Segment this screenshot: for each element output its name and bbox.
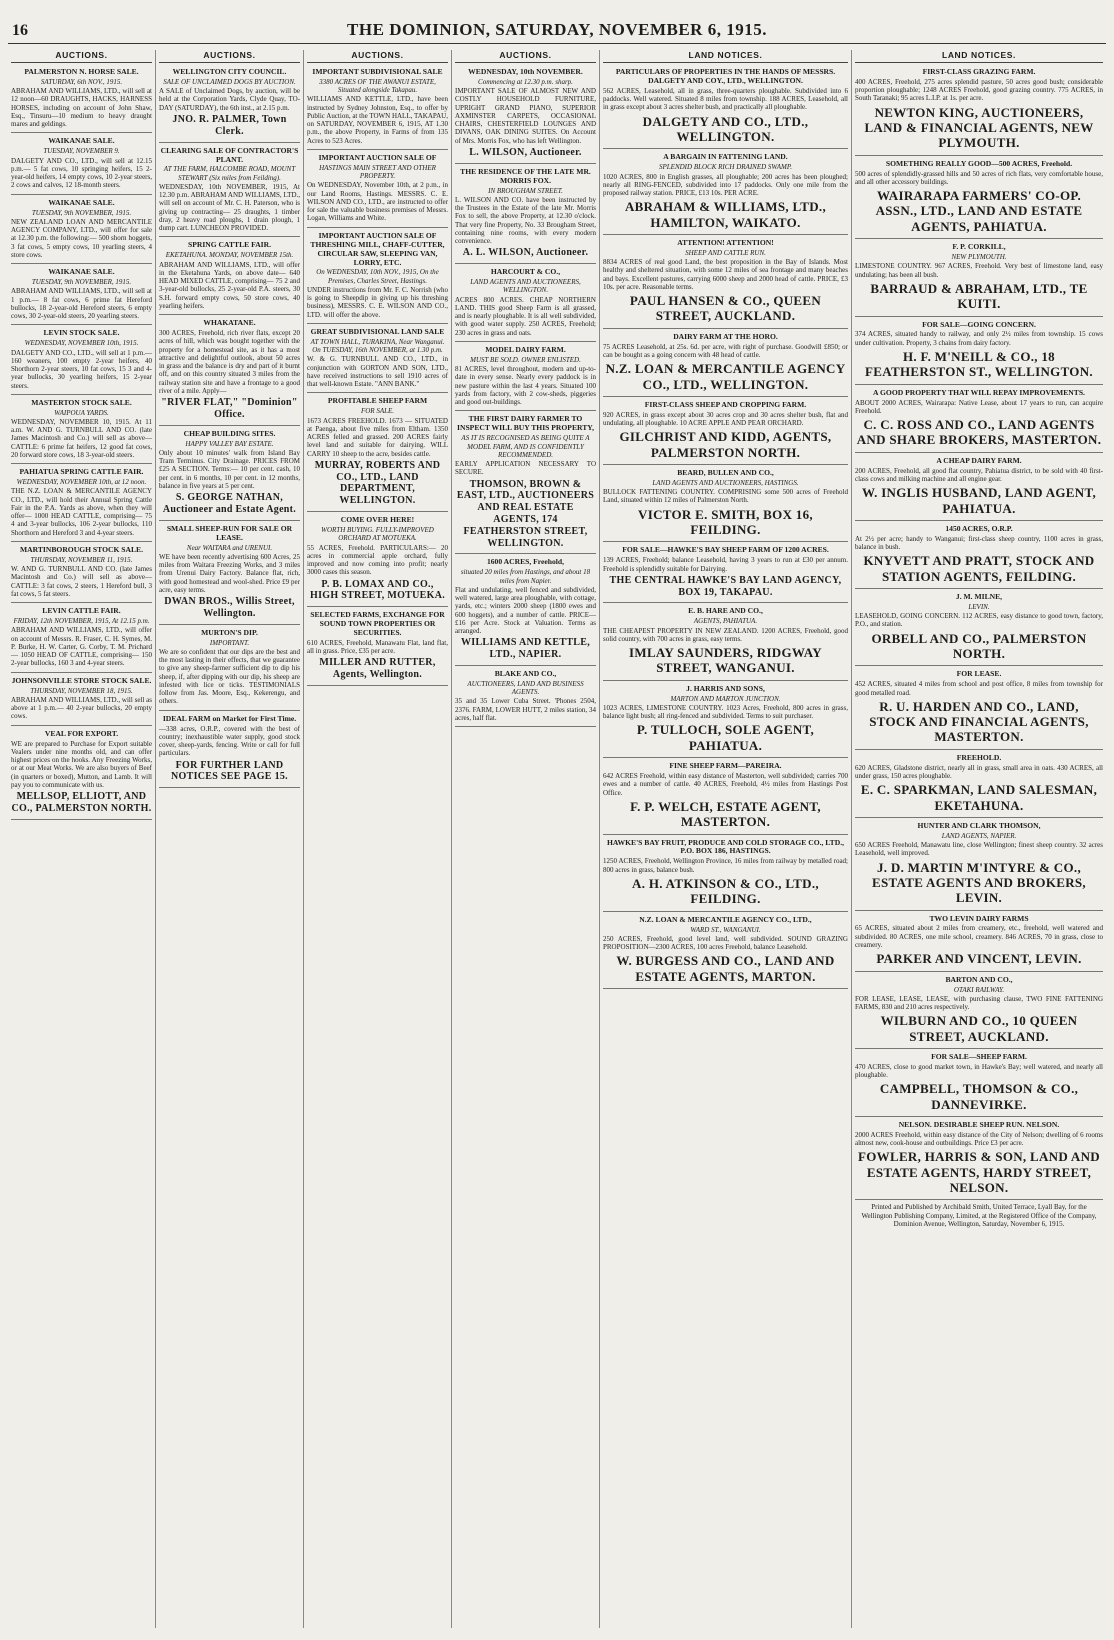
ad-title: WAIKANAE SALE. [48,197,115,207]
ad-firm-name: W. INGLIS HUSBAND, LAND AGENT, PAHIATUA. [861,485,1097,516]
advertisement [159,428,300,521]
advertisement [603,837,848,912]
ad-subtitle: HAPPY VALLEY BAY ESTATE. [185,439,274,448]
ad-firm-name: PAUL HANSEN & CO., QUEEN STREET, AUCKLAND. [629,293,822,324]
column-4 [452,50,600,1628]
ad-title: J. M. MILNE, [955,591,1003,601]
advertisement [455,556,596,666]
ad-body-text: ABRAHAM AND WILLIAMS, LTD., will sell at 12 noon—60 DRAUGHTS, HACKS, HARNESS HORSES, including on account of John Shaw, Esq., Tinsuru—10 medium to heavy draught mares and geldings. [11,87,152,129]
ad-firm-name: MILLER AND RUTTER, Agents, Wellington. [319,657,436,681]
ad-body-text: W. AND G. TURNBULL AND CO. (late James Macintosh and Co.) will sell as above— CATTLE: 3 fat cows, 2 steers, 1 Hereford bull, 3 fat cows, 5 fat steers. [11,565,152,598]
ad-subtitle: WAIPOUA YARDS. [54,408,109,417]
column-1 [8,50,156,1628]
ad-firm-name: NEWTON KING, AUCTIONEERS, LAND & FINANCIAL AGENTS, NEW PLYMOUTH. [864,104,1094,151]
ad-firm-name: F. P. WELCH, ESTATE AGENT, MASTERTON. [630,798,821,830]
advertisement [307,395,448,512]
ad-body-text: 920 ACRES, in grass except about 30 acres crop and 30 acres shelter bush, flat and undulating, all ploughable. 10 ACRE APPLE AND PEAR ORCHARD. [603,410,848,428]
ad-subtitle: FRIDAY, 12th NOVEMBER, 1915, At 12.15 p.m. [13,617,150,626]
ad-title: E. B. HARE AND CO., [688,606,763,616]
ad-body-text: ABRAHAM AND WILLIAMS, LTD., will offer on account of Messrs. R. Fraser, C. H. Symes, M. P. Burke, H. W. Carter, G. Corby, T. M. Prichard— 1050 HEAD OF CATTLE, comprising— 150 2-year bullocks, 160 3 and 4-year steers. [11,626,152,668]
ad-firm-name: MURRAY, ROBERTS AND CO., LTD., LAND DEPARTMENT, WELLINGTON. [314,459,441,507]
ad-subtitle: SATURDAY, 6th NOV., 1915. [40,77,123,86]
ad-title: A BARGAIN IN FATTENING LAND. [663,152,788,162]
ad-firm-name: JNO. R. PALMER, Town Clerk. [172,113,287,137]
advertisement [159,239,300,315]
ad-body-text: 55 ACRES, Freehold. PARTICULARS:— 20 acres in commercial apple orchard, fully improved and now coming into profit; nearly 3000 cases this season. [307,543,448,577]
ad-body-text: BULLOCK FATTENING COUNTRY. COMPRISING some 500 acres of Freehold Land, situated within 12 miles of Palmerston North. [603,488,848,505]
ad-firm-name: FOWLER, HARRIS & SON, LAND AND ESTATE AGENTS, HARDY STREET, NELSON. [858,1149,1100,1196]
ad-body-text: EARLY APPLICATION NECESSARY TO SECURE. [455,460,596,477]
ad-firm-name: WILLIAMS AND KETTLE, LTD., NAPIER. [460,637,591,661]
ad-body-text: 562 ACRES, Leasehold, all in grass, three-quarters ploughable. Subdivided into 6 paddocks. Well watered. Situated 8 miles from township. 188 ACRES, Leasehold, all in grass except about 3 acres shelter bush, and practically all ploughable. [603,86,848,112]
ad-firm-name: P. B. LOMAX AND CO., HIGH STREET, MOTUEKA. [309,578,446,602]
ad-title: SOMETHING REALLY GOOD—500 ACRES, Freehold. [885,158,1073,168]
ad-firm-name: WAIRARAPA FARMERS' CO-OP. ASSN., LTD., LAND AND ESTATE AGENTS, PAHIATUA. [875,188,1083,234]
ad-title: MARTINBOROUGH STOCK SALE. [19,544,143,554]
ad-firm-name: CAMPBELL, THOMSON & CO., DANNEVIRKE. [879,1081,1079,1112]
ad-title: FIRST-CLASS SHEEP AND CROPPING FARM. [644,399,807,409]
ad-subtitle: EKETAHUNA. MONDAY, NOVEMBER 15th. [165,251,294,260]
ad-firm-name: J. D. MARTIN M'INTYRE & CO., ESTATE AGENTS AND BROKERS, LEVIN. [872,859,1086,906]
advertisement [11,327,152,394]
ad-title: N.Z. LOAN & MERCANTILE AGENCY CO., LTD., [639,914,812,924]
ad-subtitle: MUST BE SOLD. OWNER ENLISTED. [470,355,581,364]
advertisement [307,152,448,228]
advertisement [455,413,596,554]
ad-subtitle: AUCTIONEERS, LAND AND BUSINESS AGENTS. [467,679,584,697]
ad-subtitle: situated 20 miles from Hastings, and about 18 miles from Napier. [460,568,591,585]
ad-title: IDEAL FARM on Market for First Time. [162,713,297,723]
ad-firm-name: FOR FURTHER LAND NOTICES SEE PAGE 15. [171,759,288,783]
advertisement [11,397,152,464]
ad-subtitle: SHEEP AND CATTLE RUN. [685,248,766,257]
ad-firm-name: N.Z. LOAN & MERCANTILE AGENCY CO., LTD., WELLINGTON. [605,361,846,392]
ad-title: PALMERSTON N. HORSE SALE. [24,67,139,77]
ad-body-text: 470 ACRES, close to good market town, in Hawke's Bay; well watered, and nearly all ploughable. [855,1062,1103,1080]
ad-title: SPRING CATTLE FAIR. [187,240,272,250]
ad-firm-name: L. WILSON, Auctioneer. [469,146,582,158]
ad-title: A CHEAP DAIRY FARM. [936,455,1022,465]
ad-title: PARTICULARS OF PROPERTIES IN THE HANDS OF MESSRS. DALGETY AND COY., LTD., WELLINGTON. [615,67,836,85]
column-heading: LAND NOTICES. [603,50,848,63]
advertisement [855,523,1103,589]
advertisement [307,230,448,324]
ad-firm-name: WILBURN AND CO., 10 QUEEN STREET, AUCKLAND. [880,1013,1078,1044]
column-heading: AUCTIONS. [11,50,152,63]
ad-firm-name: H. F. M'NEILL & CO., 18 FEATHERSTON ST., WELLINGTON. [865,348,1093,380]
ad-subtitle: MARTON AND MARTON JUNCTION. [670,694,781,703]
ad-firm-name: GILCHRIST AND KIDD, AGENTS, PALMERSTON NORTH. [619,429,832,460]
ad-title: FREEHOLD. [956,752,1002,762]
ad-body-text: 1023 ACRES, LIMESTONE COUNTRY. 1023 Acres, Freehold, 800 acres in grass, balance light bush; all ring-fenced and subdivided. Terms to suit purchaser. [603,703,848,721]
advertisement [159,627,300,711]
ad-body-text: WEDNESDAY, 10th NOVEMBER, 1915, At 12.30 p.m. ABRAHAM AND WILLIAMS, LTD., will sell on account of Mr. C. H. Paterson, who is giving up contracting— 25 draughts, 1 timber dray, 2 heavy road ploughs, 1 drain plough, 1 dump cart. LUNCHEON PROVIDED. [159,182,300,233]
advertisement [603,331,848,397]
advertisement [11,466,152,542]
ad-title: F. P. CORKILL, [952,242,1006,252]
ad-body-text: 374 ACRES, situated handy to railway, and only 2½ miles from township. 15 cows under cultivation. Property, 3 chains from dairy factory. [855,330,1103,347]
advertisement [855,319,1103,385]
ad-body-text: 650 ACRES Freehold, Manawatu line, close Wellington; finest sheep country. 32 acres Leasehold, well improved. [855,841,1103,858]
advertisement [855,591,1103,666]
ad-body-text: Only about 10 minutes' walk from Island Bay Tram Terminus. City Drainage. PRICES FROM £25 A SECTION. Terms:— 10 per cent. cash, 10 per cent. in 6 months, 10 per cent. in 12 months, balance in five years at 5 per cent. [159,448,300,490]
ad-body-text: DALGETY AND CO., LTD., will sell at 1 p.m.— 160 weaners, 100 empty 2-year heifers, 40 Shorthorn 2-year steers, 10 fat cows, 15 3 and 4-year bullocks, 30 yearling heifers, 15 2-year steers. [11,348,152,390]
ad-title: GREAT SUBDIVISIONAL LAND SALE [310,326,445,336]
ad-body-text: Flat and undulating, well fenced and subdivided, well watered, large area ploughable, with cottage, yards, etc.; winters 2000 sheep (1800 ewes and 600 hoggets), and a number of cattle. PRICE—£16 per Acre. Stock at Valuation. Terms as arranged. [455,585,596,636]
ad-firm-name: BARRAUD & ABRAHAM, LTD., TE KUITI. [870,280,1088,312]
ad-firm-name: DWAN BROS., Willis Street, Wellington. [164,596,295,619]
ad-title: PAHIATUA SPRING CATTLE FAIR. [19,467,144,477]
ad-title: BEARD, BULLEN AND CO., [677,468,774,478]
ad-body-text: ABRAHAM AND WILLIAMS, LTD., will sell as above at 1 p.m.— 40 2-year bullocks, 20 empty cows. [11,695,152,721]
advertisement [855,1119,1103,1200]
advertisement [455,668,596,727]
page-columns [8,50,1106,1628]
column-heading: LAND NOTICES. [855,50,1103,63]
ad-body-text: 620 ACRES, Gladstone district, nearly all in grass, small area in oats. 430 ACRES, all under grass, 150 acres ploughable. [855,763,1103,780]
ad-body-text: LEASEHOLD, GOING CONCERN. 112 ACRES, easy distance to good town, factory, P.O., and station. [855,612,1103,629]
ad-body-text: 2000 ACRES Freehold, within easy distance of the City of Nelson; dwelling of 6 rooms almost new, cook-house and outbuildings. Price £3 per acre. [855,1130,1103,1148]
ad-subtitle: WARD ST., WANGANUI. [690,925,761,934]
ad-title: 1450 ACRES, O.R.P. [945,523,1013,533]
advertisement [11,197,152,264]
column-5 [600,50,852,1628]
ad-title: NELSON. DESIRABLE SHEEP RUN. NELSON. [898,1120,1060,1130]
advertisement [855,752,1103,818]
ad-title: A GOOD PROPERTY THAT WILL REPAY IMPROVEMENTS. [873,387,1085,397]
ad-body-text: DALGETY AND CO., LTD., will sell at 12.15 p.m.— 5 fat cows, 10 springing heifers, 15 2-year-old heifers, 14 empty cows, 10 2-year steers, 2 cows and calves, 12 18-month steers. [11,156,152,190]
ad-subtitle: 3380 ACRES OF THE AWANUI ESTATE, Situated alongside Takapau. [319,77,436,95]
ad-title: DAIRY FARM AT THE HORO. [673,331,778,341]
ad-body-text: 500 acres of splendidly-grassed hills and 50 acres of rich flats, very comfortable house, and all other accessory buildings. [855,169,1103,186]
advertisement [855,387,1103,453]
ad-subtitle: TUESDAY, 9th NOVEMBER, 1915. [31,208,132,217]
page-number: 16 [12,22,28,39]
ad-firm-name: DALGETY AND CO., LTD., WELLINGTON. [642,113,809,144]
ad-title: FOR SALE—GOING CONCERN. [922,319,1036,329]
ad-subtitle: LAND AGENTS, NAPIER. [941,831,1017,840]
ad-title: WAIKANAE SALE. [48,136,115,146]
ad-firm-name: MELLSOP, ELLIOTT, AND CO., PALMERSTON NORTH. [11,791,152,814]
ad-title: HAWKE'S BAY FRUIT, PRODUCE AND COLD STORAGE CO., LTD., P.O. BOX 186, HASTINGS. [606,837,845,856]
ad-title: FOR LEASE. [956,669,1002,679]
advertisement [455,266,596,342]
ad-title: MURTON'S DIP. [201,627,258,637]
masthead [8,20,1106,44]
ad-title: MODEL DAIRY FARM. [485,344,566,354]
ad-subtitle: AT TOWN HALL, TURAKINA, Near Wanganui. On TUESDAY, 16th NOVEMBER, at 1.30 p.m. [310,337,445,355]
advertisement [603,467,848,542]
ad-subtitle: AGENTS, PAHIATUA. [693,617,758,626]
advertisement [855,66,1103,156]
ad-body-text: WILLIAMS AND KETTLE, LTD., have been instructed by Sydney Johnston, Esq., to offer by Public Auction, at the TOWN HALL, TAKAPAU, on SATURDAY, NOVEMBER 6, 1915, AT 1.30 p.m., the above Property, in Farms of from 135 Acres to 523 Acres. [307,95,448,145]
ad-firm-name: A. H. ATKINSON & CO., LTD., FEILDING. [632,875,819,907]
ad-body-text: ABRAHAM AND WILLIAMS, LTD., will offer in the Eketahuna Yards, on above date— 640 HEAD MIXED CATTLE, comprising— 75 2 and 3-year-old bullocks, 25 2-year-old P.A. steers, 30 S.H. forward empty cows, 50 store cows, 40 yearling heifers. [159,260,300,310]
ad-subtitle: Near WAITARA and URENUI. [186,543,273,552]
ad-body-text: 65 ACRES, situated about 2 miles from creamery, etc., freehold, well watered and subdivided. 80 ACRES, one mile school, creamery. 846 ACRES, 70 in grass, close to creamery. [855,924,1103,949]
ad-body-text: LIMESTONE COUNTRY. 967 ACRES, Freehold. Very best of limestone land, easy undulating; has been all bush. [855,262,1103,279]
ad-title: MASTERTON STOCK SALE. [31,397,132,407]
ad-firm-name: ORBELL AND CO., PALMERSTON NORTH. [871,630,1087,661]
ad-title: FINE SHEEP FARM—PAREIRA. [669,761,782,771]
ad-body-text: UNDER instructions from Mr. F. C. Norrish (who is going to Sheepdip in giving up his threshing business), MESSRS. C. E. WILSON AND CO., LTD. will offer the above. [307,285,448,319]
ad-body-text: IMPORTANT SALE OF ALMOST NEW AND COSTLY HOUSEHOLD FURNITURE, UPRIGHT GRAND PIANO, SUPERIOR AXMINSTER CARPETS, OCCASIONAL CHAIRS, CHESTERFIELD LOUNGES AND DIVANS, OAK DINING SUITES. On Account of Mrs. Morris Fox, who has left Wellington. [455,87,596,145]
ad-body-text: W. & G. TURNBULL AND CO., LTD., in conjunction with GORTON AND SON, LTD., have received instructions to sell 1910 acres of that well-known Estate. "ANN BANK." [307,355,448,389]
advertisement [11,605,152,672]
advertisement [307,326,448,393]
ad-title: VEAL FOR EXPORT. [44,728,119,738]
printer-imprint: Printed and Published by Archibald Smith, United Terrace, Lyall Bay, for the Wellington Publishing Company, Limited, at the Registered Office of the Company, Dominion Avenue, Wellington, Saturday, November 6, 1915. [861,1203,1097,1228]
ad-subtitle: NEW PLYMOUTH. [951,253,1007,262]
ad-subtitle: THURSDAY, NOVEMBER 11, 1915. [30,555,133,564]
advertisement [855,668,1103,749]
ad-subtitle: AS IT IS RECOGNISED AS BEING QUITE A MODEL FARM, AND IS CONFIDENTLY RECOMMENDED. [461,434,590,459]
ad-title: HUNTER AND CLARK THOMSON, [917,820,1041,830]
advertisement [603,399,848,465]
ad-title: FOR SALE—SHEEP FARM. [931,1051,1027,1061]
advertisement [855,820,1103,911]
ad-firm-name: E. C. SPARKMAN, LAND SALESMAN, EKETAHUNA. [860,782,1098,813]
advertisement [159,523,300,625]
ad-body-text: 1250 ACRES, Freehold, Wellington Province, 16 miles from railway by metalled road; 800 acres in grass, balance bush. [603,857,848,874]
ad-title: CHEAP BUILDING SITES. [183,428,276,438]
advertisement [603,914,848,989]
column-3 [304,50,452,1628]
newspaper-title: THE DOMINION, SATURDAY, NOVEMBER 6, 1915. [347,20,767,39]
ad-title: HARCOURT & CO., [490,267,561,277]
ad-title: IMPORTANT AUCTION SALE OF THRESHING MILL, CHAFF-CUTTER, CIRCULAR SAW, SLEEPING VAN, LORRY, ETC. [310,230,445,267]
advertisement [11,66,152,133]
ad-body-text: 400 ACRES, Freehold, 275 acres splendid pasture, 50 acres good bush; considerable proportion ploughable; 1248 ACRES Freehold, good grazing country. 775 ACRES, in South Taranaki; 95 acres L.I.P. at 1s. per acre. [855,77,1103,103]
advertisement [307,66,448,150]
ad-body-text: 139 ACRES, Freehold; balance Leasehold, having 3 years to run at £30 per annum. Freehold is splendidly suitable for Dairying. [603,556,848,573]
advertisement [11,544,152,603]
advertisement [307,514,448,607]
ad-body-text: 200 ACRES, Freehold, all good flat country, Pahiatua district, to be sold with 40 first-class cows and milking machine and all engine gear. [855,466,1103,483]
ad-firm-name: IMLAY SAUNDERS, RIDGWAY STREET, WANGANUI. [629,645,822,676]
ad-firm-name: A. L. WILSON, Auctioneer. [462,247,589,259]
advertisement [855,974,1103,1049]
ad-body-text: —338 acres, O.R.P., covered with the best of country; inexhaustible water supply, good stock cover, sheep-yards, fencing. Write or call for full particulars. [159,724,300,758]
ad-subtitle: THURSDAY, NOVEMBER 18, 1915. [30,686,133,695]
advertisement [455,66,596,164]
ad-body-text: On WEDNESDAY, November 10th, at 2 p.m., in our Land Rooms, Hastings. MESSRS. C. E. WILSON AND CO., LTD., are instructed to offer for sale the valuable business premises of Messrs. Logan, Williams and White. [307,181,448,223]
ad-title: PROFITABLE SHEEP FARM [327,396,428,406]
advertisement [159,317,300,426]
ad-body-text: 250 ACRES, Freehold, good level land, well subdivided. SOUND GRAZING PROPOSITION—2300 ACRES, 100 acres Freehold, balance Leasehold. [603,934,848,952]
ad-title: J. HARRIS AND SONS, [686,683,765,693]
ad-title: 1600 ACRES, Freehold, [486,557,565,567]
advertisement [855,241,1103,316]
advertisement [603,544,848,603]
ad-title: LEVIN CATTLE FAIR. [42,606,121,616]
ad-title: COME OVER HERE! [340,515,415,525]
ad-subtitle: HASTINGS MAIN STREET AND OTHER PROPERTY. [319,163,436,181]
ad-title: JOHNSONVILLE STORE STOCK SALE. [11,675,152,685]
ad-subtitle: SALE OF UNCLAIMED DOGS BY AUCTION. [163,77,296,86]
ad-firm-name: PARKER AND VINCENT, LEVIN. [876,951,1082,967]
ad-subtitle: AT THE FARM, HALCOMBE ROAD, MOUNT STEWART (Six miles from Feilding). [163,165,296,182]
ad-body-text: THE N.Z. LOAN & MERCANTILE AGENCY CO., LTD., will hold their Annual Spring Cattle Fair in the P.A. Yards as above, when they will offer— 1000 HEAD CATTLE, comprising— 75 4 and 3-year bullocks, 106 2-year bullocks, 110 Shorthorn and Hereford 3 and 4-year steers. [11,487,152,537]
column-heading: AUCTIONS. [159,50,300,63]
ad-body-text: We are so confident that our dips are the best and the most lasting in their effects, that we guarantee to give any sheep-farmer sufficient dip to dip his sheep, if, after dipping with our dip, his sheep are infested with lice or ticks. TESTIMONIALS follow from Jas. Moore, Esq., Kekerengu, and others. [159,647,300,706]
ad-subtitle: OTAKI RAILWAY. [953,985,1005,994]
ad-body-text: At 2½ per acre; handy to Wanganui; first-class sheep country, 1100 acres in grass, balance in bush. [855,534,1103,552]
ad-firm-name: KNYVETT AND PRATT, STOCK AND STATION AGENTS, FEILDING. [863,553,1095,584]
advertisement [11,728,152,820]
ad-title: THE FIRST DAIRY FARMER TO INSPECT WILL BUY THIS PROPERTY, [457,414,594,433]
ad-title: IMPORTANT SUBDIVISIONAL SALE [312,67,443,77]
ad-subtitle: LAND AGENTS AND AUCTIONEERS, HASTINGS. [652,478,799,487]
ad-title: WELLINGTON CITY COUNCIL. [172,67,287,77]
ad-title: CLEARING SALE OF CONTRACTOR'S PLANT. [160,145,299,164]
ad-body-text: 452 ACRES, situated 4 miles from school and post office, 8 miles from township for good metalled road. [855,680,1103,697]
advertisement [11,135,152,194]
ad-body-text: WE have been recently advertising 600 Acres, 25 miles from Waitara Freezing Works, and 3 miles from Urenui Dairy Factory. Balance flat, rich, with good homestead and wool-shed. Price £9 per acre, easy terms. [159,552,300,594]
advertisement [159,713,300,789]
ad-title: SELECTED FARMS, EXCHANGE FOR SOUND TOWN PROPERTIES OR SECURITIES. [310,610,445,638]
column-2 [156,50,304,1628]
ad-title: FOR SALE—HAWKE'S BAY SHEEP FARM OF 1200 ACRES. [622,545,829,555]
advertisement [11,675,152,726]
ad-body-text: L. WILSON AND CO. have been instructed by the Trustees in the Estate of the late Mr. Morris Fox to sell, the above Property, at 12.30 o'clock. That very fine Property, No. 33 Brougham Street, containing nine rooms, with every modern convenience. [455,195,596,246]
ad-subtitle: WEDNESDAY, NOVEMBER 10th, 1915. [24,339,139,348]
advertisement [603,760,848,834]
ad-body-text: 642 ACRES Freehold, within easy distance of Masterton, well subdivided; carries 700 ewes and a number of cattle. 40 ACRES, Freehold, 4½ miles from Hastings Post Office. [603,772,848,797]
advertisement [159,66,300,143]
advertisement [603,151,848,235]
advertisement [603,66,848,149]
ad-firm-name: THOMSON, BROWN & EAST, LTD., AUCTIONEERS AND REAL ESTATE AGENTS, 174 FEATHERSTON STREET, WELLINGTON. [456,478,595,549]
ad-subtitle: WORTH BUYING. FULLY-IMPROVED ORCHARD AT MOTUEKA. [321,526,434,543]
advertisement [159,145,300,238]
column-heading: AUCTIONS. [307,50,448,63]
ad-body-text: 81 ACRES, level throughout, modern and up-to-date in every sense. Nearly every paddock is in new pasture within the last 4 years. Situated 100 yards from factory, with 2 cow-sheds, piggeries and good out-buildings. [455,365,596,407]
ad-subtitle: FOR SALE. [360,407,395,416]
ad-body-text: WE are prepared to Purchase for Export suitable Vealers under nine months old, and can offer highest prices on the hooks. Any Freezing Works, or at our Meat Works. We are also buyers of Beef (in quarters or boxed), Mutton, and Lamb. It will pay you to communicate with us. [11,739,152,789]
advertisement [11,266,152,325]
ad-firm-name: P. TULLOCH, SOLE AGENT, PAHIATUA. [636,722,815,753]
ad-title: WAIKANAE SALE. [48,267,115,277]
ad-firm-name: S. GEORGE NATHAN, Auctioneer and Estate Agent. [162,492,297,515]
ad-firm-name: R. U. HARDEN AND CO., LAND, STOCK AND FINANCIAL AGENTS, MASTERTON. [869,698,1089,745]
ad-firm-name: THE CENTRAL HAWKE'S BAY LAND AGENCY, BOX 19, TAKAPAU. [609,574,842,598]
ad-body-text: NEW ZEALAND LOAN AND MERCANTILE AGENCY COMPANY, LTD., will offer for sale at 12.30 p.m. the following:— 500 shorn hoggets, 3 fat cows, 5 empty cows, 10 yearling steers, 4 store cows. [11,217,152,259]
ad-subtitle: TUESDAY, 9th NOVEMBER, 1915. [31,278,132,287]
ad-body-text: ABOUT 2000 ACRES, Wairarapa: Native Lease, about 17 years to run, can acquire Freehold. [855,398,1103,415]
ad-body-text: 300 ACRES, Freehold, rich river flats, except 20 acres of hill, which was bought together with the property for a homestead site, as it has a most attractive and delightful outlook, about 50 acres in grass and the balance is dry and part of it burnt off, and on this country situated 3 miles from the railway station site and have a frontage to a good river of a mile. Apply— [159,329,300,395]
ad-subtitle: Commencing at 12.30 p.m. sharp. [478,77,573,86]
column-6 [852,50,1106,1628]
ad-firm-name: ABRAHAM & WILLIAMS, LTD., HAMILTON, WAIKATO. [624,199,827,230]
ad-firm-name: "RIVER FLAT," "Dominion" Office. [161,397,298,420]
ad-title: IMPORTANT AUCTION SALE OF [318,152,437,162]
ad-body-text: 35 and 35 Lower Cuba Street. 'Phones 2504, 2376. FARM, LOWER HUTT, 2 miles station, 34 acres, half flat. [455,697,596,722]
ad-subtitle: TUESDAY, NOVEMBER 9. [43,147,120,156]
advertisement [855,455,1103,521]
advertisement [855,1051,1103,1117]
column-heading: AUCTIONS. [455,50,596,63]
ad-title: BARTON AND CO., [945,974,1013,984]
ad-body-text: A SALE of Unclaimed Dogs, by auction, will be held at the Corporation Yards, Clyde Quay, TO-DAY (SATURDAY), the 6th inst., at 2.15 p.m. [159,87,300,112]
ad-body-text: 1020 ACRES, 800 in English grasses, all ploughable; 200 acres has been ploughed; nearly all RING-FENCED, subdivided into 17 paddocks. Only one mile from the proposed railway station. PRICE, £13 10s. PER ACRE. [603,172,848,198]
ad-title: WEDNESDAY, 10th NOVEMBER. [468,67,583,77]
ad-subtitle: LAND AGENTS AND AUCTIONEERS, WELLINGTON. [470,278,581,295]
ad-firm-name: C. C. ROSS AND CO., LAND AGENTS AND SHARE BROKERS, MASTERTON. [856,417,1102,448]
advertisement [455,344,596,411]
ad-body-text: 8834 ACRES of real good Land, the best proposition in the Bay of Islands. Most healthy and sheltered situation, with some 12 miles of sea frontage and many beaches and bays. Excellent pastures, carrying 6000 sheep and 2000 head of cattle. PRICE, £3 10s. per acre. Reasonable terms. [603,258,848,291]
ad-title: BLAKE AND CO., [494,668,557,678]
ad-subtitle: LEVIN. [968,602,990,611]
advertisement [603,683,848,758]
ad-title: ATTENTION! ATTENTION! [677,237,774,247]
advertisement [603,605,848,680]
ad-body-text: ABRAHAM AND WILLIAMS, LTD., will sell at 1 p.m.— 8 fat cows, 6 prime fat Hereford bullocks, 18 2-year-old Hereford steers, 6 empty cows, 30 2-year-old steers, 20 yearling steers. [11,287,152,321]
ad-title: FIRST-CLASS GRAZING FARM. [922,67,1036,77]
advertisement [455,166,596,264]
ad-body-text: 610 ACRES, Freehold, Manawatu Flat, land flat, all in grass. Price, £35 per acre. [307,638,448,656]
ad-title: THE RESIDENCE OF THE LATE MR. MORRIS FOX. [460,166,591,185]
ad-body-text: THE CHEAPEST PROPERTY IN NEW ZEALAND. 1200 ACRES, Freehold, good solid country, with 700 acres in grass, easy terms. [603,626,848,643]
ad-subtitle: IMPORTANT. [209,638,250,647]
ad-subtitle: On WEDNESDAY, 10th NOV., 1915, On the Premises, Charles Street, Hastings. [316,268,439,285]
ad-subtitle: SPLENDID BLOCK RICH DRAINED SWAMP. [659,163,792,172]
ad-title: LEVIN STOCK SALE. [43,328,120,338]
ad-firm-name: VICTOR E. SMITH, BOX 16, FEILDING. [638,506,813,538]
advertisement [855,913,1103,972]
ad-subtitle: WEDNESDAY, NOVEMBER 10th, at 12 noon. [16,478,147,487]
ad-title: SMALL SHEEP-RUN FOR SALE OR LEASE. [166,523,293,542]
ad-subtitle: IN BROUGHAM STREET. [488,186,563,195]
ad-title: TWO LEVIN DAIRY FARMS [929,913,1029,923]
ad-firm-name: W. BURGESS AND CO., LAND AND ESTATE AGENTS, MARTON. [616,953,835,984]
advertisement [307,609,448,686]
ad-body-text: 1673 ACRES FREEHOLD. 1673 — SITUATED at Paenga, about five miles from Eltham. 1350 ACRES felled and grassed. 200 ACRES fairly level land and suitable for dairying. WILL CARRY 10 sheep to the acre, besides cattle. [307,416,448,458]
advertisement [603,237,848,329]
ad-body-text: WEDNESDAY, NOVEMBER 10, 1915. At 11 a.m. W. AND G. TURNBULL AND CO. (late James Macintosh and Co.) will sell as above— CATTLE: 6 prime fat heifers, 12 good fat cows, 20 forward store cows, 18 3-year-old steers. [11,417,152,459]
ad-body-text: FOR LEASE, LEASE, LEASE, with purchasing clause, TWO FINE FATTENING FARMS, 830 and 210 acres respectively. [855,994,1103,1012]
ad-title: WHAKATANE. [203,318,256,328]
ad-body-text: 75 ACRES Leasehold, at 25s. 6d. per acre, with right of purchase. Goodwill £850; or can be bought as a going concern with 48 head of cattle. [603,342,848,359]
advertisement [855,158,1103,239]
ad-body-text: ACRES 800 ACRES. CHEAP NORTHERN LAND. THIS good Sheep Farm is all grassed, and is nearly ploughable. It is all well subdivided, with good water supply. 250 ACRES, Freehold; 230 acres in grass and oats. [455,295,596,337]
